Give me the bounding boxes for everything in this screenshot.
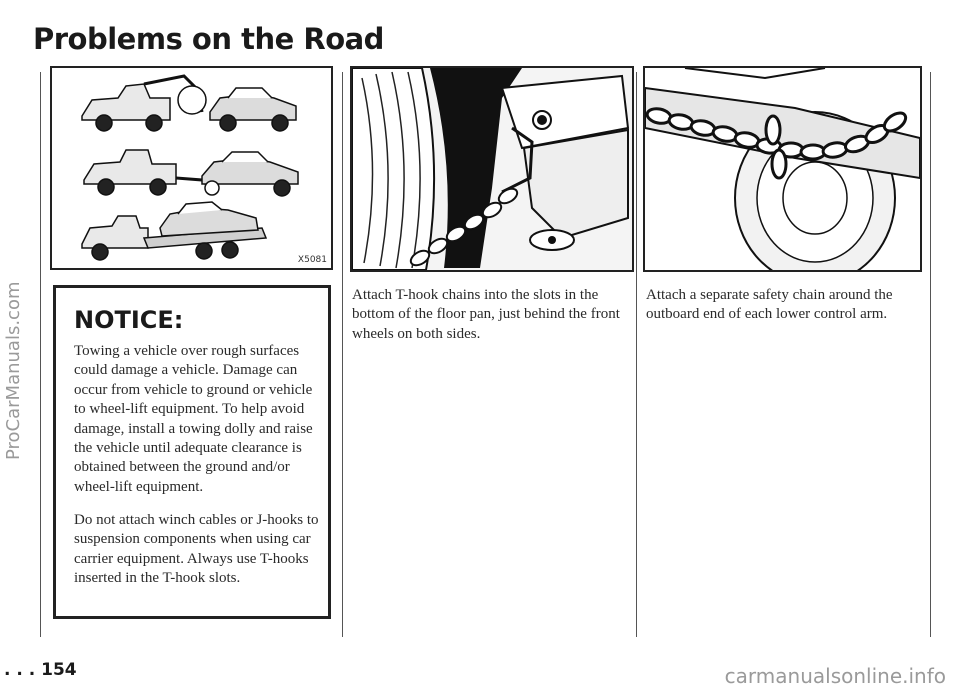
bottom-watermark: carmanualsonline.info [724,664,946,688]
t-hook-figure [350,66,634,272]
tow-methods-figure [50,66,333,270]
t-hook-chain-illustration [352,68,632,270]
page-number-value: 154 [41,660,77,680]
page-number-prefix: . . . [4,660,42,680]
wrecker-sling-row [82,76,296,131]
page-title: Problems on the Road [33,22,384,56]
notice-paragraph-2: Do not attach winch cables or J-hooks to suspension components when using car carrier equipment. Always use T-hooks inserted in the T-hook slots. [74,512,319,587]
figure-code: X5081 [297,255,327,265]
t-hook-caption: Attach T-hook chains into the slots in the bottom of the floor pan, just behind the front wheels on both sides. [352,287,620,342]
notice-paragraph-1: Towing a vehicle over rough surfaces could damage a vehicle. Damage can occur from vehicle to ground or vehicle to wheel-lift equipment. To help avoid damage, install a towing dolly and raise the vehicle until adequate clearance is obtained between the ground and/or wheel-lift equipment. [74,343,313,495]
notice-heading: NOTICE: [74,306,184,334]
side-watermark: ProCarManuals.com [3,281,24,460]
column-rule-right [636,72,637,637]
safety-chain-illustration [645,68,920,270]
safety-chain-caption: Attach a separate safety chain around the outboard end of each lower control arm. [646,287,893,323]
column-rule-middle [342,72,343,637]
wheel-lift-row [84,150,298,196]
column-rule-far-right [930,72,931,637]
safety-chain-figure [643,66,922,272]
column-rule-left [40,72,41,637]
tow-vehicles-illustration [52,68,331,268]
page-number [4,660,77,680]
car-carrier-row [82,202,266,260]
notice-box [53,285,331,619]
